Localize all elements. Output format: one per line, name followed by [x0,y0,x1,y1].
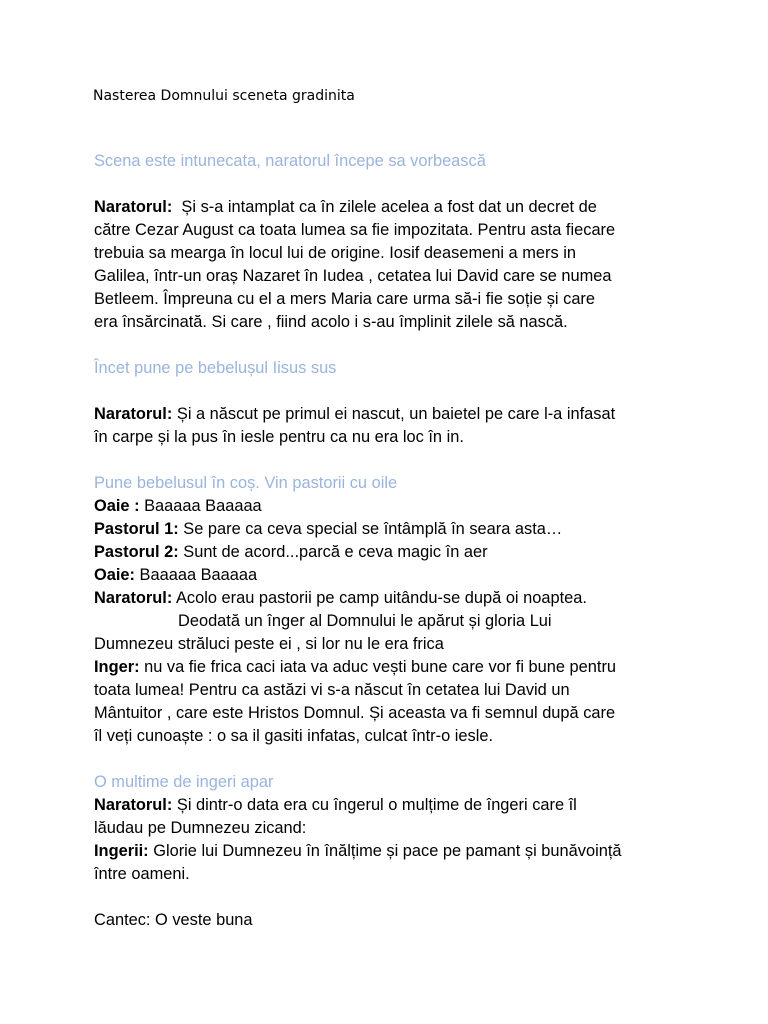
speaker-label: Naratorul: [94,198,173,216]
dialog-text: Acolo erau pastorii pe camp uitându-se după oi noaptea. [172,589,587,607]
dialog-text: Sunt de acord...parcă e ceva magic în aer [178,543,488,561]
paragraph-text: Deodată un înger al Domnului le apărut și gloria Lui [178,612,552,630]
paragraph-text: toata lumea! Pentru ca astăzi vi s-a născut în cetatea lui David un [94,681,570,699]
paragraph-text: Și a născut pe primul ei nascut, un baietel pe care l-a infasat [172,405,616,423]
speaker-label: Oaie : [94,497,140,515]
stage-direction-3: Pune bebelusul în coș. Vin pastorii cu oile [94,474,398,492]
paragraph-text: era însărcinată. Si care , fiind acolo i s-au împlinit zilele să nască. [94,313,568,331]
angels-paragraph [94,840,694,886]
narrator-paragraph-2 [94,403,694,449]
speaker-label: Naratorul: [94,405,173,423]
angel-paragraph [94,656,694,748]
speaker-label: Naratorul: [94,589,173,607]
paragraph-text: Și s-a intamplat ca în zilele acelea a fost dat un decret de [172,198,597,216]
narrator-paragraph-3 [94,794,694,840]
stage-direction-1: Scena este intunecata, naratorul începe sa vorbească [94,152,486,170]
paragraph-text: între oameni. [94,865,190,883]
speaker-label: Oaie: [94,566,135,584]
stage-direction-4: O multime de ingeri apar [94,773,274,791]
speaker-label: Pastorul 2: [94,543,179,561]
paragraph-text: Galilea, într-un oraș Nazaret în Iudea , cetatea lui David care se numea [94,267,612,285]
document-body [94,150,694,932]
paragraph-text: către Cezar August ca toata lumea sa fie impozitata. Pentru asta fiecare [94,221,616,239]
paragraph-text: trebuia sa mearga în locul lui de origine. Iosif deasemeni a mers in [94,244,576,262]
speaker-label: Ingerii: [94,842,149,860]
dialog-text: Baaaaa Baaaaa [135,566,258,584]
speaker-label: Pastorul 1: [94,520,179,538]
document-title: Nasterea Domnului sceneta gradinita [93,88,355,104]
speaker-label: Inger: [94,658,140,676]
paragraph-text: îl veți cunoaște : o sa il gasiti infatas, culcat într-o iesle. [94,727,494,745]
paragraph-text: Dumnezeu străluci peste ei , si lor nu le era frica [94,635,444,653]
dialog-text: Baaaaa Baaaaa [139,497,262,515]
speaker-label: Naratorul: [94,796,173,814]
paragraph-text: Și dintr-o data era cu îngerul o mulțime de îngeri care îl [172,796,577,814]
narrator-paragraph-1 [94,196,694,334]
stage-direction-2: Încet pune pe bebelușul Iisus sus [94,359,337,377]
paragraph-text: Betleem. Împreuna cu el a mers Maria care urma să-i fie soție și care [94,290,596,308]
paragraph-text: Glorie lui Dumnezeu în înălțime și pace pe pamant și bunăvoință [148,842,622,860]
paragraph-text: în carpe și la pus în iesle pentru ca nu era loc în in. [94,428,464,446]
song-line: Cantec: O veste buna [94,911,253,929]
paragraph-text: nu va fie frica caci iata va aduc vești bune care vor fi bune pentru [139,658,617,676]
paragraph-text: lăudau pe Dumnezeu zicand: [94,819,307,837]
dialog-text: Se pare ca ceva special se întâmplă în seara asta… [178,520,563,538]
paragraph-text: Mântuitor , care este Hristos Domnul. Și aceasta va fi semnul după care [94,704,616,722]
